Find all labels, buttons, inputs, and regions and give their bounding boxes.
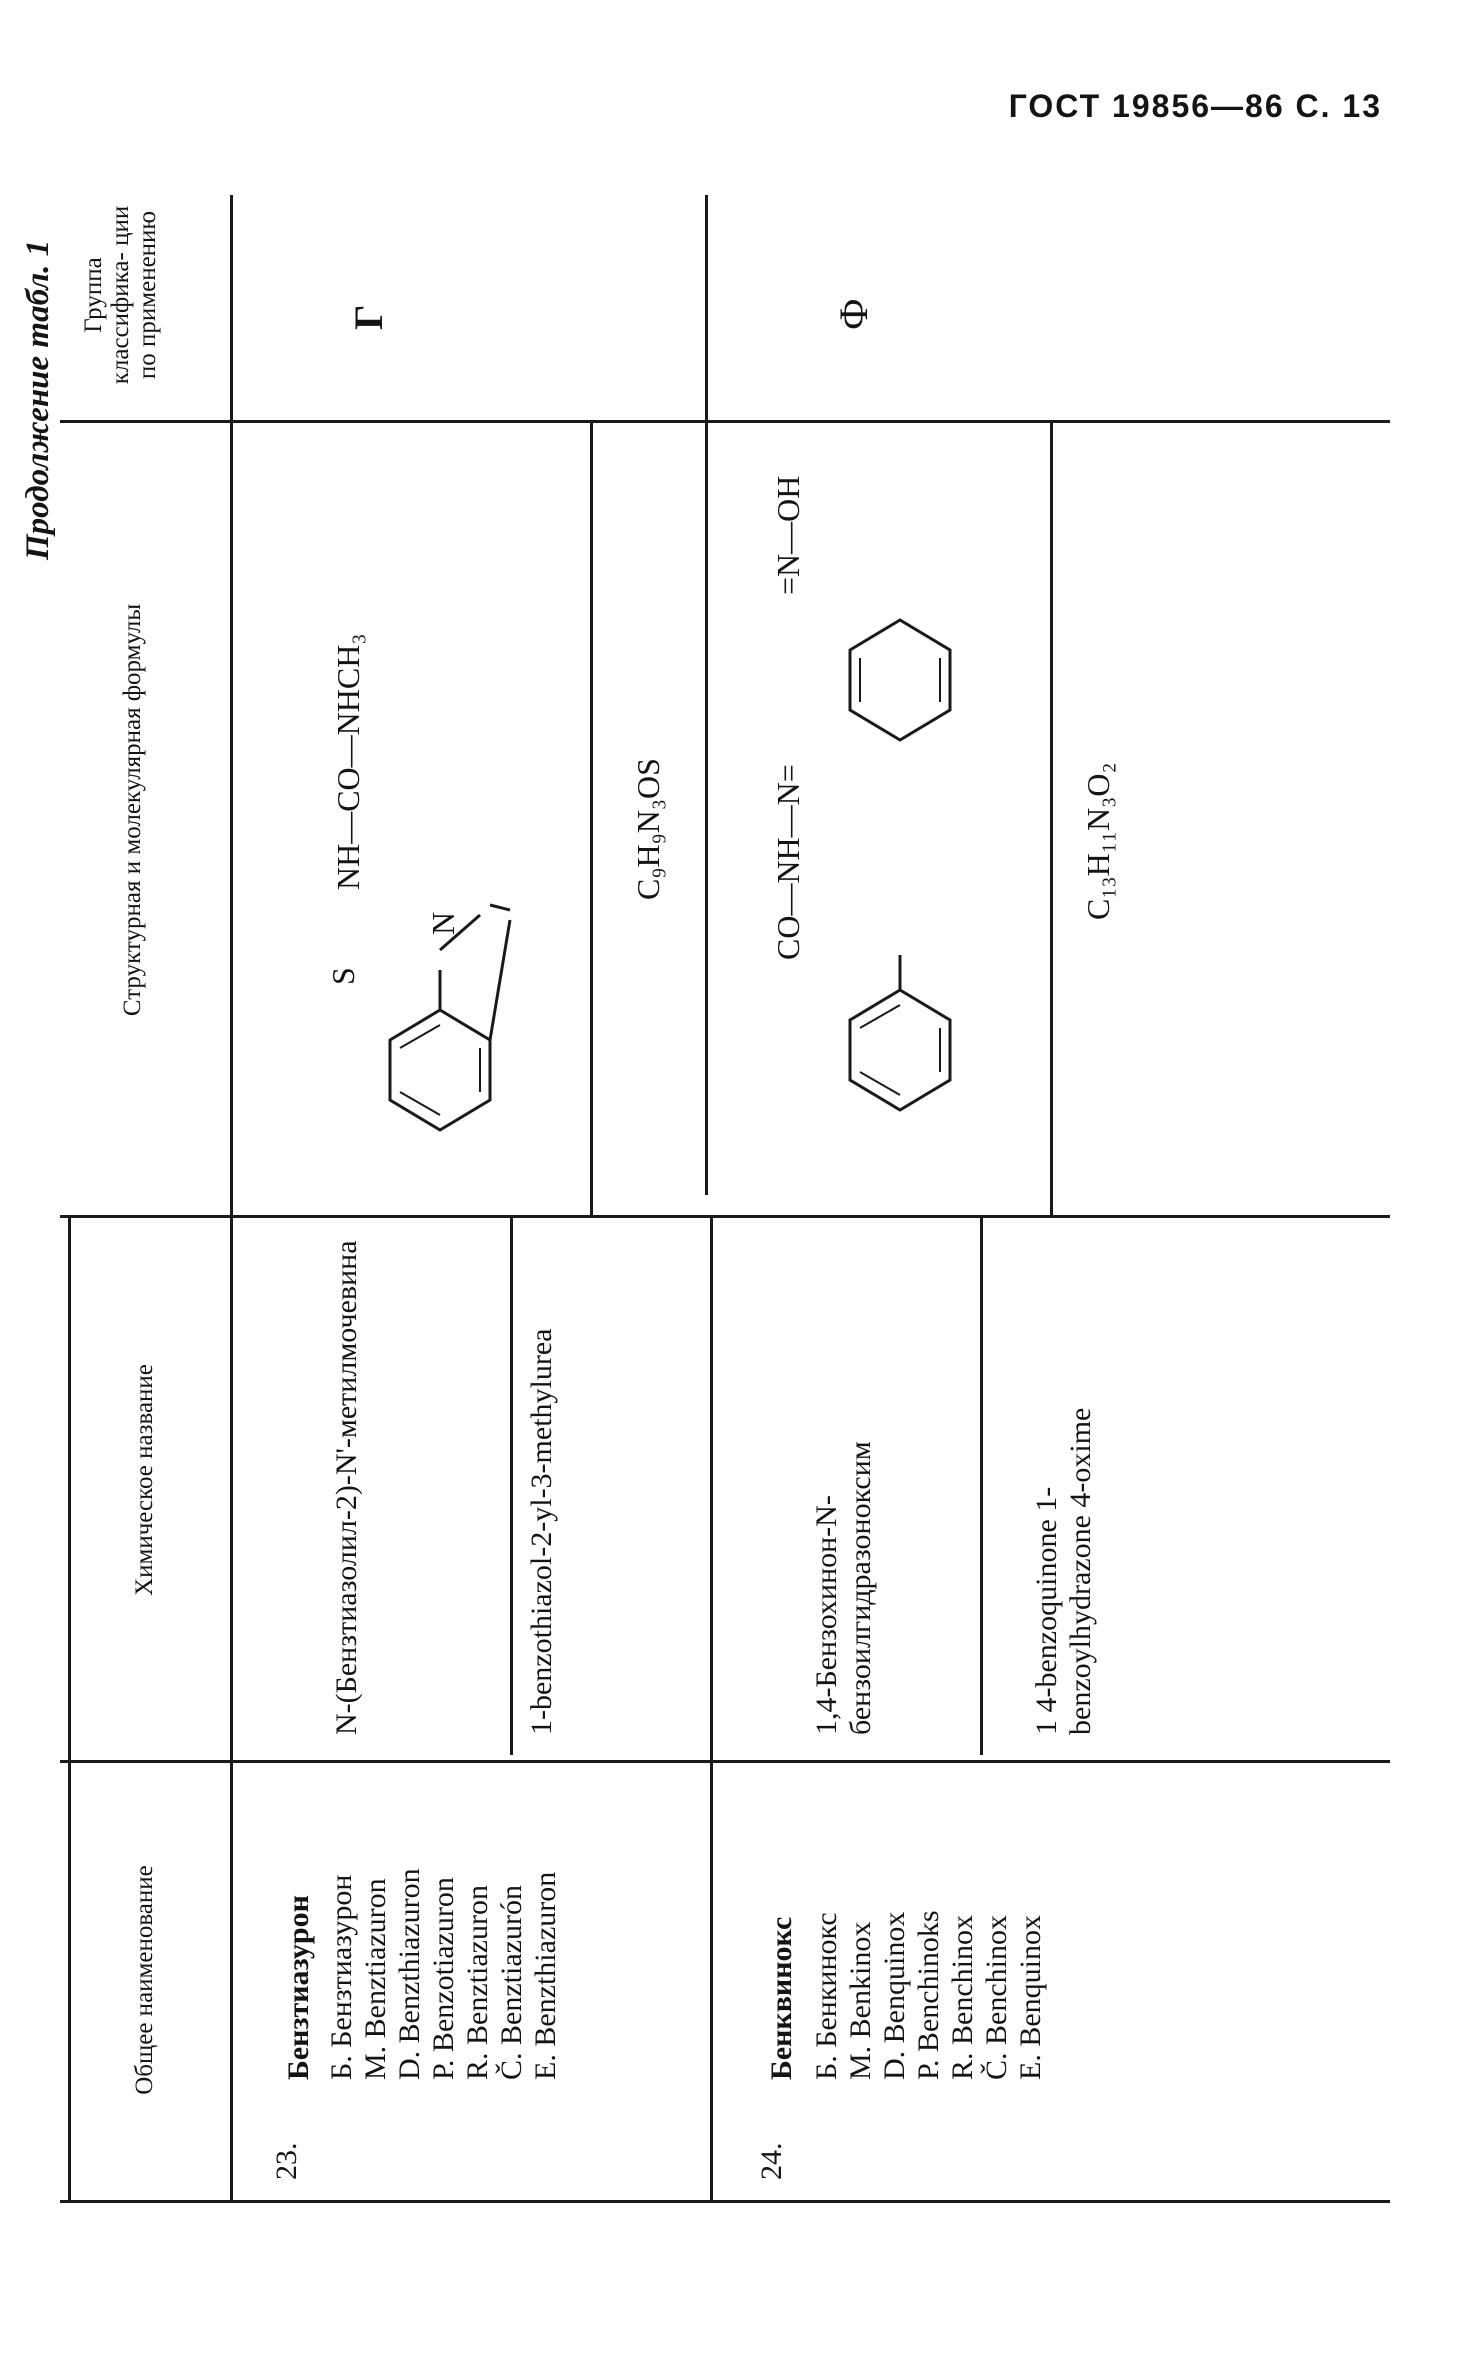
chemical-name-ru: 1,4-Бензохинон-N-бензоилгидразоноксим [810,1441,877,1735]
structure-atom-n: N [425,911,461,935]
structure-tail: =N—OH [770,475,806,595]
row-number: 23. [270,2142,303,2180]
chemical-name-en: 1 4-benzoquinone 1-benzoylhydrazone 4-oxime [1030,1407,1097,1735]
column-header-common-name: Общее наименование [131,1865,158,2095]
application-group: Ф [831,298,876,330]
row-number: 24. [755,2142,788,2180]
chemical-name-en: 1-benzothiazol-2-yl-3-methylurea [525,1328,558,1735]
column-header-structural-formula: Структурная и молекулярная формулы [119,603,146,1017]
structure-atom-s: S [325,967,361,985]
synonyms-list: Б. Бенкинокс М. Benkinox D. Benquinox Р. Benchinoks R. Benchinox Č. Benchinox E. Benquinox [810,1910,1047,2080]
common-name: Бензтиазурон [282,1895,315,2080]
common-name: Бенквинокс [765,1916,798,2080]
structure-chain: NH—CO—NHCH₃ [330,633,366,890]
column-header-chemical-name: Химическое название [131,1364,158,1596]
chemical-name-ru: N-(Бензтиазолил-2)-N'-метилмочевина [330,1240,363,1735]
molecular-formula: C₉H₉N₃OS [630,758,666,900]
column-header-group: Группа классифика- ции по применению [80,205,161,385]
synonyms-list: Б. Бензтиазурон М. Benztiazuron D. Benzthiazuron Р. Benzotiazuron R. Benztiazuron Č. Benztiazurón E. Benzthiazuron [325,1868,562,2080]
table-caption: Продолжение табл. 1 [20,239,56,560]
document-header: ГОСТ 19856—86 С. 13 [1008,88,1382,124]
structure-chain: CO—NH—N= [770,764,806,960]
application-group: Г [346,304,391,330]
molecular-formula: C₁₃H₁₁N₃O₂ [1080,762,1116,920]
